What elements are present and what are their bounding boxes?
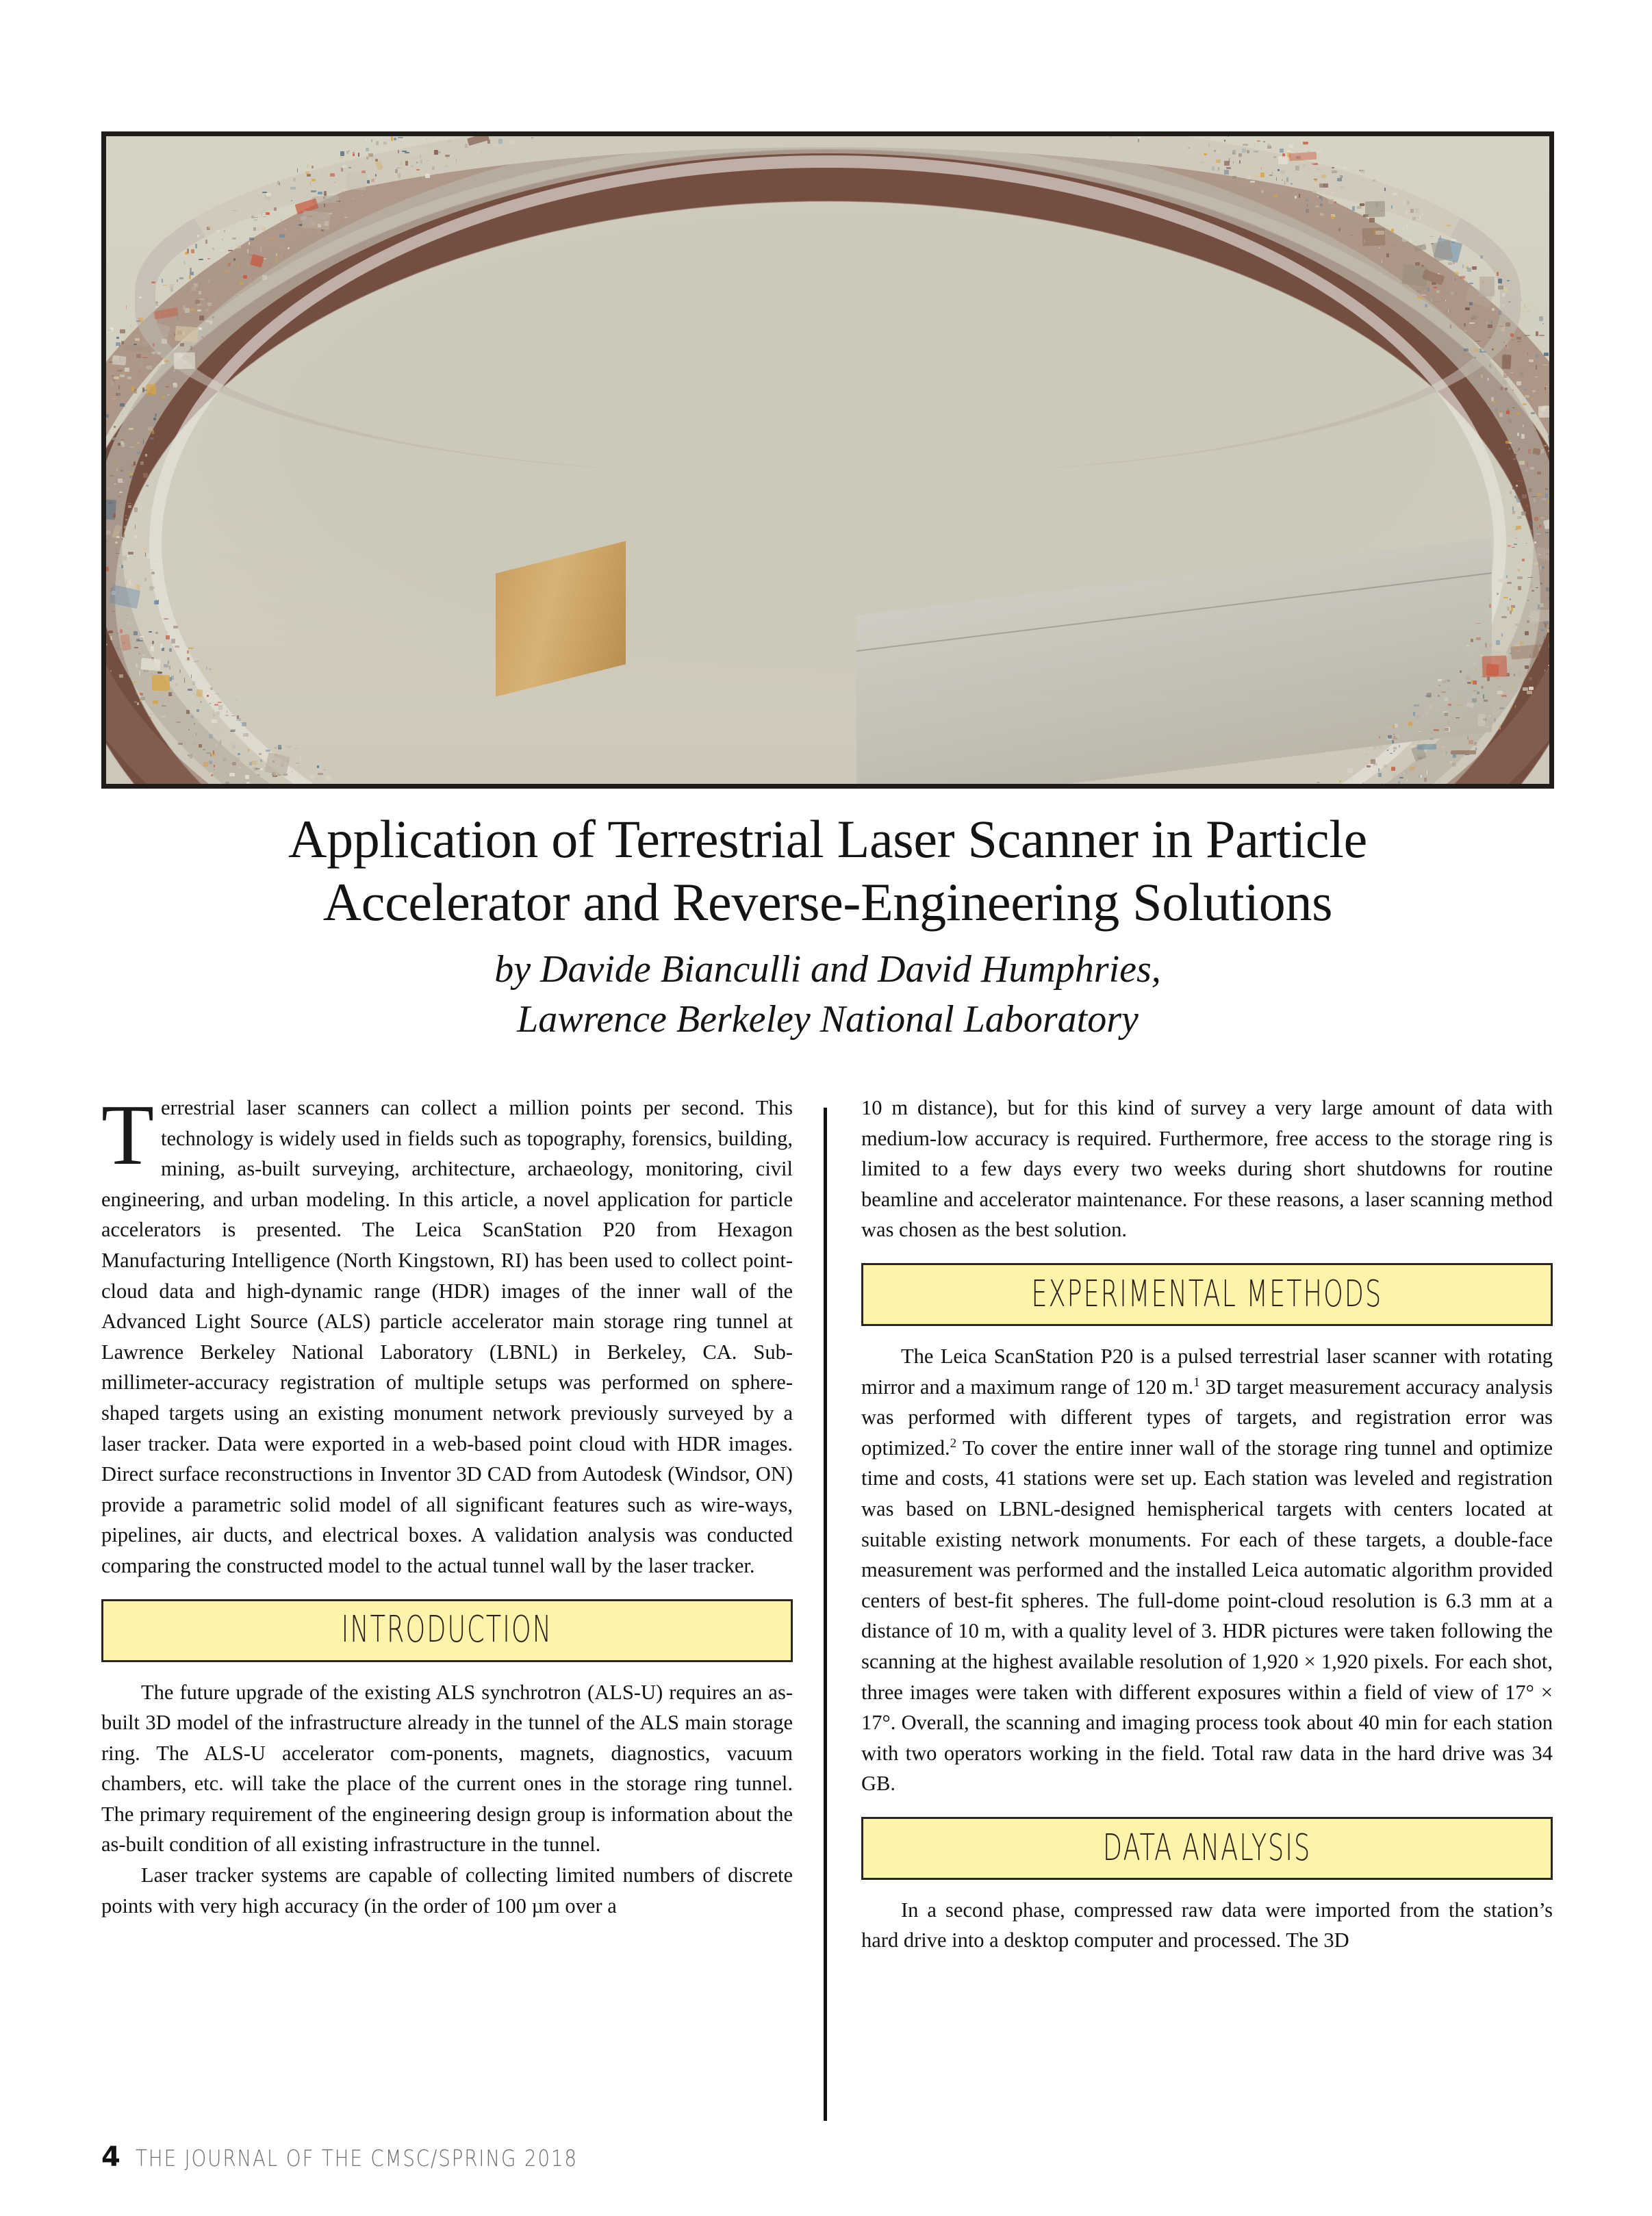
column-divider-rule [824,1108,827,2121]
byline-affiliation: Lawrence Berkeley National Laboratory [517,997,1139,1041]
article-byline [101,945,1554,1045]
methods-text-b: 3D target measurement accuracy analysis was performed with different types of targets, and registration error was optimized. [861,1375,1553,1460]
figure-canvas [106,136,1549,784]
section-banner-introduction [101,1599,793,1662]
right-column [861,1093,1553,1956]
footnote-marker-2: 2 [950,1436,957,1451]
section-heading-experimental-methods: EXPERIMENTAL METHODS [1031,1272,1383,1316]
introduction-continued-paragraph: 10 m distance), but for this kind of survey a very large amount of data with medium-low accuracy is required. Furthermore, free access to the storage ring is limited to a few days every two weeks during short shutdowns for routine beamline and accelerator maintenance. For these reasons, a laser scanning method was chosen as the best solution. [861,1096,1553,1242]
page-number: 4 [101,2141,120,2173]
methods-text-c: To cover the entire inner wall of the storage ring tunnel and optimize time and costs, 41 stations were set up. Each station was leveled and registration was based on LBNL-designed hemispherical targets with centers located at suitable existing network monuments. For each of these targets, a double-face measurement was performed and the installed Leica automatic algorithm provided centers of best-fit spheres. The full-dome point-cloud resolution is 6.3 mm at a distance of 10 m, with a quality level of 3. HDR pictures were taken following the scanning at the highest available resolution of 1,920 × 1,920 pixels. For each shot, three images were taken with different exposures within a field of view of 17° × 17°. Overall, the scanning and imaging process took about 40 min for each station with two operators working in the field. Total raw data in the hard drive was 34 GB. [861,1436,1553,1796]
section-banner-data-analysis [861,1817,1553,1880]
introduction-paragraph-2: Laser tracker systems are capable of collecting limited numbers of discrete points with very high accuracy (in the order of 100 µm over a [101,1863,793,1918]
abstract-paragraph [101,1088,793,1581]
section-heading-data-analysis: DATA ANALYSIS [1102,1826,1312,1870]
left-column [101,1088,793,1921]
abstract-text: errestrial laser scanners can collect a million points per second. This technology is widely used in fields such as topography, forensics, building, mining, as-built surveying, architecture, archaeology, monitoring, civil engineering, and urban modeling. In this article, a novel application for particle accelerators is presented. The Leica ScanStation P20 from Hexagon Manufacturing Intelligence (North Kingstown, RI) has been used to collect point-cloud data and high-dynamic range (HDR) images of the inner wall of the Advanced Light Source (ALS) particle accelerator main storage ring tunnel at Lawrence Berkeley National Laboratory (LBNL) in Berkeley, CA. Sub-millimeter-accuracy registration of multiple setups was performed on sphere-shaped targets using an existing monument network previously surveyed by a laser tracker. Data were exported in a web-based point cloud with HDR images. Direct surface reconstructions in Inventor 3D CAD from Autodesk (Windsor, ON) provide a parametric solid model of all significant features such as wire-ways, pipelines, air ducts, and electrical boxes. A validation analysis was conducted comparing the constructed model to the actual tunnel wall by the laser tracker. [101,1096,793,1577]
footnote-marker-1: 1 [1193,1375,1200,1390]
article-title-line-1: Application of Terrestrial Laser Scanner in Particle [288,809,1367,869]
introduction-paragraph-1: The future upgrade of the existing ALS synchrotron (ALS-U) requires an as-built 3D model of the infrastructure already in the tunnel of the ALS main storage ring. The ALS-U accelerator com-ponents, magnets, diagnostics, vacuum chambers, etc. will take the place of the current ones in the storage ring tunnel. The primary requirement of the engineering design group is information about the as-built condition of all existing infrastructure in the tunnel. [101,1680,793,1857]
journal-footer-text: THE JOURNAL OF THE CMSC/SPRING 2018 [135,2145,578,2172]
data-analysis-paragraph: In a second phase, compressed raw data were imported from the station’s hard drive into a desktop computer and processed. The 3D [861,1898,1553,1952]
abstract-drop-cap: T [101,1088,154,1183]
section-heading-introduction: INTRODUCTION [341,1608,553,1651]
byline-authors: by Davide Bianculli and David Humphries, [494,948,1161,991]
article-title-line-2: Accelerator and Reverse-Engineering Solutions [322,872,1333,932]
methods-text-a: The Leica ScanStation P20 is a pulsed terrestrial laser scanner with rotating mirror and a maximum range of 120 m. [861,1344,1553,1399]
page-footer [101,2141,662,2173]
methods-paragraph [861,1341,1553,1799]
point-cloud-figure [101,131,1554,789]
article-title [101,808,1554,934]
section-banner-experimental-methods [861,1263,1553,1326]
